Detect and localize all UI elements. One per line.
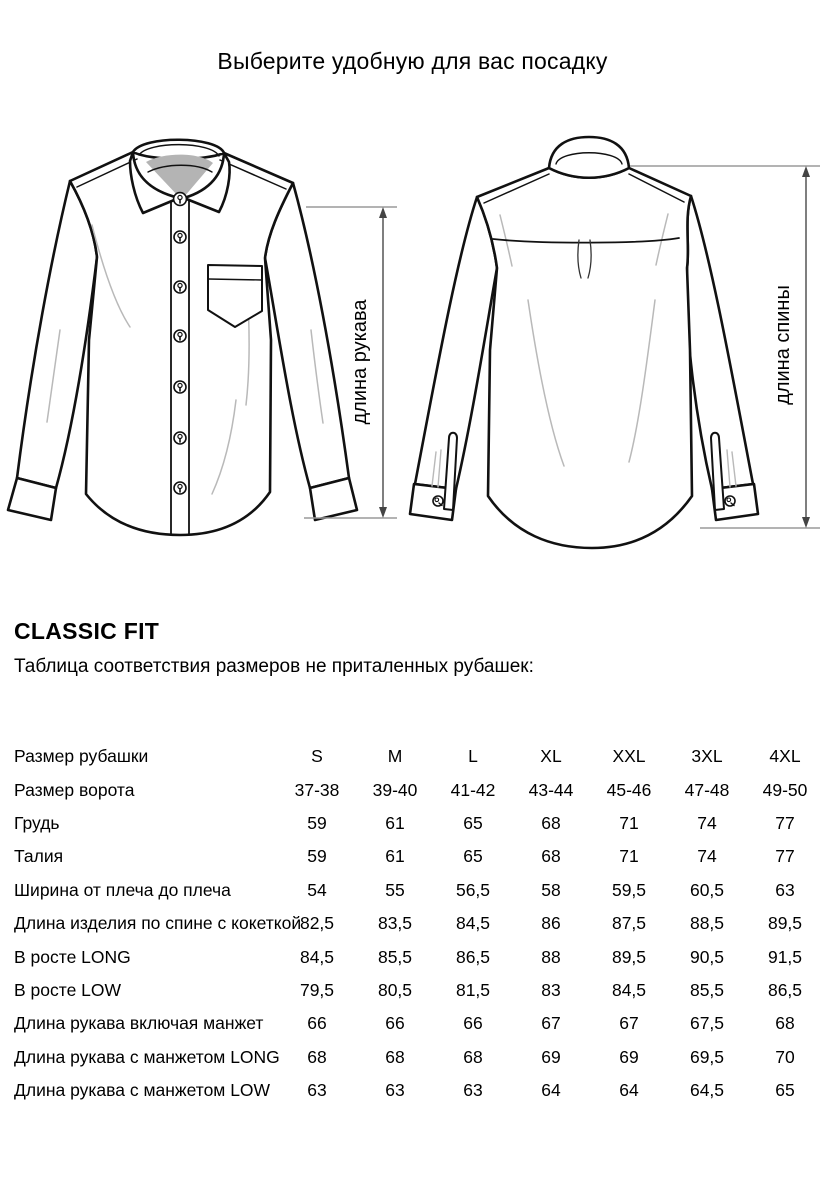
row-value: XXL <box>612 746 646 767</box>
row-value: 49-50 <box>762 779 808 800</box>
row-value: 84,5 <box>455 913 491 934</box>
table-row <box>14 740 824 773</box>
row-value: 83,5 <box>377 913 413 934</box>
row-value: 54 <box>307 879 327 900</box>
table-row <box>14 840 824 873</box>
row-value: 81,5 <box>455 979 491 1000</box>
row-value: 63 <box>463 1080 483 1101</box>
table-row <box>14 773 824 806</box>
row-value: 61 <box>385 846 405 867</box>
arrow-down-icon <box>802 517 810 528</box>
row-value: 45-46 <box>606 779 652 800</box>
row-value: 64 <box>619 1080 639 1101</box>
row-value: 74 <box>697 812 717 833</box>
shirt-diagram <box>0 115 825 595</box>
row-value: 69 <box>619 1046 639 1067</box>
row-label: Талия <box>14 846 64 867</box>
row-value: L <box>468 746 478 767</box>
arrow-up-icon <box>802 166 810 177</box>
table-row <box>14 907 824 940</box>
row-value: 63 <box>775 879 795 900</box>
row-value: 88,5 <box>689 913 725 934</box>
back-shirt-drawing <box>410 137 758 548</box>
row-value: S <box>311 746 323 767</box>
row-value: 65 <box>463 846 483 867</box>
row-value: 3XL <box>691 746 723 767</box>
table-caption: Таблица соответствия размеров не приталенных рубашек: <box>14 656 534 677</box>
back-length-label: длина спины <box>772 285 794 405</box>
row-value: 77 <box>775 812 795 833</box>
row-value: 85,5 <box>377 946 413 967</box>
row-value: 91,5 <box>767 946 803 967</box>
row-value: 67 <box>541 1013 561 1034</box>
table-row <box>14 807 824 840</box>
row-value: 65 <box>775 1080 795 1101</box>
row-value: 55 <box>385 879 405 900</box>
back-body <box>477 168 692 548</box>
front-body <box>70 152 293 535</box>
row-value: 61 <box>385 812 405 833</box>
table-row <box>14 974 824 1007</box>
row-value: 60,5 <box>689 879 725 900</box>
row-value: 69,5 <box>689 1046 725 1067</box>
row-value: 74 <box>697 846 717 867</box>
row-value: 84,5 <box>299 946 335 967</box>
row-value: 88 <box>541 946 561 967</box>
row-label: Длина изделия по спине с кокеткой <box>14 913 302 934</box>
page-title: Выберите удобную для вас посадку <box>217 48 608 74</box>
row-value: 69 <box>541 1046 561 1067</box>
row-label: В росте LOW <box>14 979 122 1000</box>
row-value: 71 <box>619 846 639 867</box>
row-value: 41-42 <box>450 779 496 800</box>
row-value: 4XL <box>769 746 801 767</box>
row-value: 68 <box>463 1046 483 1067</box>
front-pocket-seam <box>208 279 262 280</box>
row-value: 59 <box>307 812 327 833</box>
row-value: 82,5 <box>299 913 335 934</box>
row-value: 59 <box>307 846 327 867</box>
row-value: 47-48 <box>684 779 730 800</box>
row-value: 77 <box>775 846 795 867</box>
arrow-down-icon <box>379 507 387 518</box>
row-value: 68 <box>307 1046 327 1067</box>
row-value: 83 <box>541 979 561 1000</box>
arrow-up-icon <box>379 207 387 218</box>
row-value: 86,5 <box>767 979 803 1000</box>
table-row <box>14 940 824 973</box>
row-value: 86 <box>541 913 561 934</box>
row-value: 87,5 <box>611 913 647 934</box>
collar-back-band <box>133 140 224 153</box>
row-value: 80,5 <box>377 979 413 1000</box>
row-value: 68 <box>541 846 561 867</box>
row-value: M <box>387 746 403 767</box>
row-value: 64,5 <box>689 1080 725 1101</box>
row-value: 68 <box>385 1046 405 1067</box>
row-value: 67 <box>619 1013 639 1034</box>
row-value: 63 <box>307 1080 327 1101</box>
row-value: 66 <box>463 1013 483 1034</box>
row-label: Длина рукава включая манжет <box>14 1013 264 1034</box>
table-row <box>14 1074 824 1107</box>
row-value: 90,5 <box>689 946 725 967</box>
row-value: 86,5 <box>455 946 491 967</box>
front-shirt-drawing <box>8 140 357 535</box>
row-value: 66 <box>385 1013 405 1034</box>
row-value: 84,5 <box>611 979 647 1000</box>
row-value: 58 <box>541 879 561 900</box>
row-value: 43-44 <box>528 779 574 800</box>
row-label: Длина рукава с манжетом LOW <box>14 1080 271 1101</box>
row-value: 68 <box>775 1013 795 1034</box>
front-left-sleeve <box>17 181 97 488</box>
row-label: Длина рукава с манжетом LONG <box>14 1046 280 1067</box>
table-row <box>14 1007 824 1040</box>
back-collar-band <box>549 137 629 178</box>
row-value: 85,5 <box>689 979 725 1000</box>
row-label: Размер рубашки <box>14 746 149 767</box>
row-value: 71 <box>619 812 639 833</box>
fit-heading: CLASSIC FIT <box>14 618 160 644</box>
row-value: 79,5 <box>299 979 335 1000</box>
row-value: XL <box>540 746 562 767</box>
row-value: 56,5 <box>455 879 491 900</box>
row-value: 89,5 <box>611 946 647 967</box>
row-value: 89,5 <box>767 913 803 934</box>
row-value: 63 <box>385 1080 405 1101</box>
row-value: 67,5 <box>689 1013 725 1034</box>
row-value: 66 <box>307 1013 327 1034</box>
table-row <box>14 1041 824 1074</box>
front-right-sleeve <box>265 183 349 488</box>
row-label: В росте LONG <box>14 946 131 967</box>
row-label: Грудь <box>14 812 60 833</box>
row-value: 64 <box>541 1080 561 1101</box>
row-value: 39-40 <box>372 779 418 800</box>
row-value: 59,5 <box>611 879 647 900</box>
row-value: 70 <box>775 1046 795 1067</box>
table-row <box>14 874 824 907</box>
row-label: Ширина от плеча до плеча <box>14 879 231 900</box>
size-table <box>14 740 824 1107</box>
row-value: 68 <box>541 812 561 833</box>
row-value: 65 <box>463 812 483 833</box>
row-value: 37-38 <box>294 779 340 800</box>
sleeve-length-label: длина рукава <box>349 299 371 425</box>
row-label: Размер ворота <box>14 779 135 800</box>
